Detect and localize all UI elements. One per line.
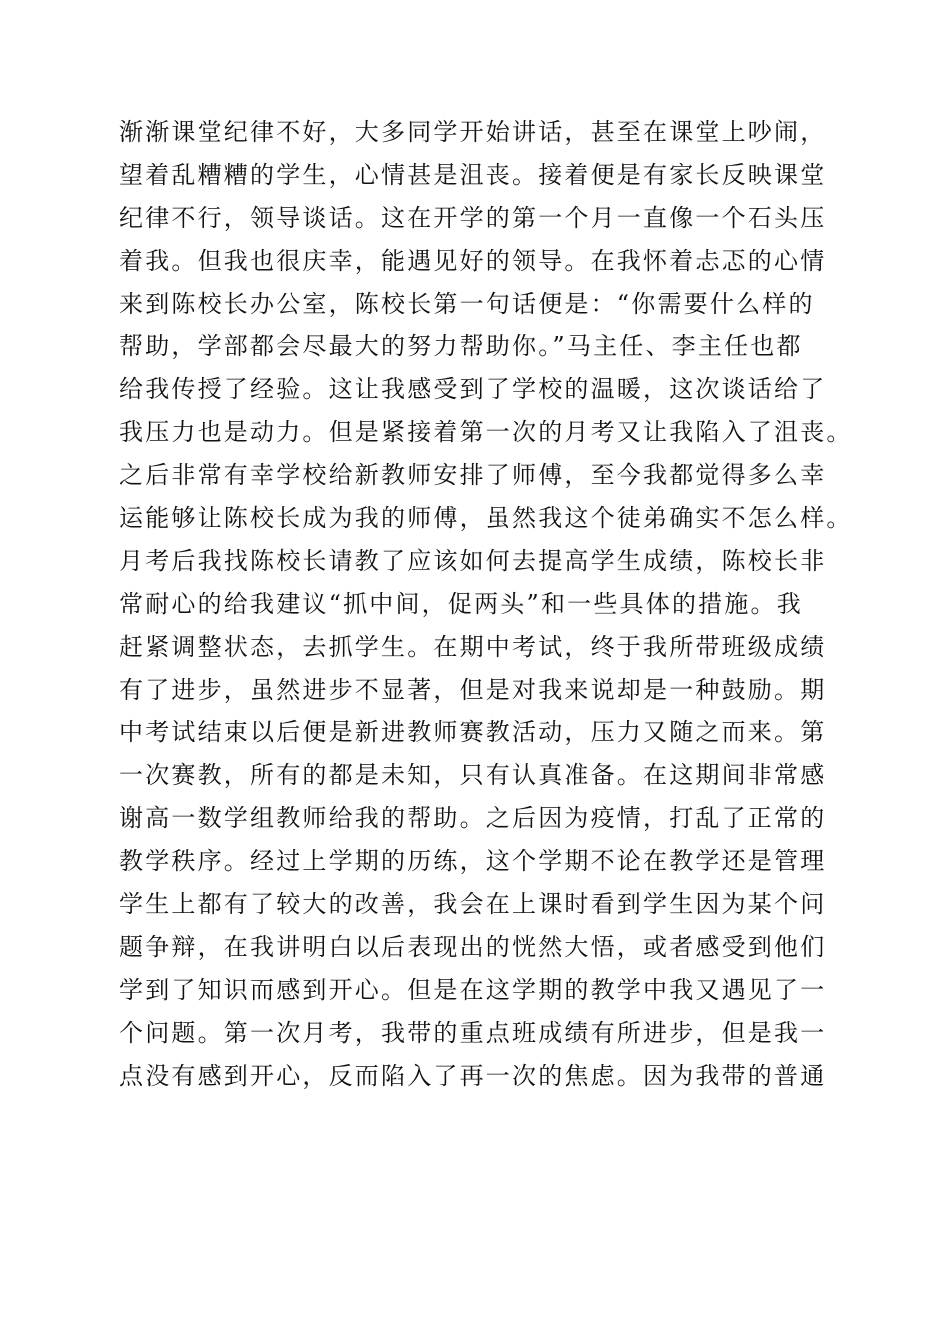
text-line: 中考试结束以后便是新进教师赛教活动，压力又随之而来。第 xyxy=(119,718,827,747)
body-text xyxy=(119,111,853,1097)
text-line: 给我传授了经验。这让我感受到了学校的温暖，这次谈话给了 xyxy=(119,375,827,404)
text-line: 运能够让陈校长成为我的师傅，虽然我这个徒弟确实不怎么样。 xyxy=(119,504,853,533)
text-line: 渐渐课堂纪律不好，大多同学开始讲话，甚至在课堂上吵闹， xyxy=(119,118,827,146)
text-line: 赶紧调整状态，去抓学生。在期中考试，终于我所带班级成绩 xyxy=(119,632,827,661)
text-line: 望着乱糟糟的学生，心情甚是沮丧。接着便是有家长反映课堂 xyxy=(119,160,827,189)
text-line: 纪律不行，领导谈话。这在开学的第一个月一直像一个石头压 xyxy=(119,203,827,232)
text-line: 个问题。第一次月考，我带的重点班成绩有所进步，但是我一 xyxy=(119,1018,827,1047)
text-line: 我压力也是动力。但是紧接着第一次的月考又让我陷入了沮丧。 xyxy=(119,418,853,447)
text-line: 一次赛教，所有的都是未知，只有认真准备。在这期间非常感 xyxy=(119,761,827,790)
text-line: 之后非常有幸学校给新教师安排了师傅，至今我都觉得多么幸 xyxy=(119,461,827,490)
text-line: 月考后我找陈校长请教了应该如何去提高学生成绩，陈校长非 xyxy=(119,546,827,575)
text-line: 来到陈校长办公室，陈校长第一句话便是：“你需要什么样的 xyxy=(119,289,815,318)
text-line: 帮助，学部都会尽最大的努力帮助你。”马主任、李主任也都 xyxy=(119,332,803,361)
text-line: 学生上都有了较大的改善，我会在上课时看到学生因为某个问 xyxy=(119,890,827,919)
text-line: 有了进步，虽然进步不显著，但是对我来说却是一种鼓励。期 xyxy=(119,675,827,704)
text-line: 点没有感到开心，反而陷入了再一次的焦虑。因为我带的普通 xyxy=(119,1061,827,1090)
text-line: 题争辩，在我讲明白以后表现出的恍然大悟，或者感受到他们 xyxy=(119,932,827,961)
text-line: 谢高一数学组教师给我的帮助。之后因为疫情，打乱了正常的 xyxy=(119,804,827,833)
text-line: 常耐心的给我建议“抓中间，促两头”和一些具体的措施。我 xyxy=(119,589,803,618)
text-line: 学到了知识而感到开心。但是在这学期的教学中我又遇见了一 xyxy=(119,975,827,1004)
text-line: 着我。但我也很庆幸，能遇见好的领导。在我怀着忐忑的心情 xyxy=(119,246,827,275)
text-line: 教学秩序。经过上学期的历练，这个学期不论在教学还是管理 xyxy=(119,847,827,876)
